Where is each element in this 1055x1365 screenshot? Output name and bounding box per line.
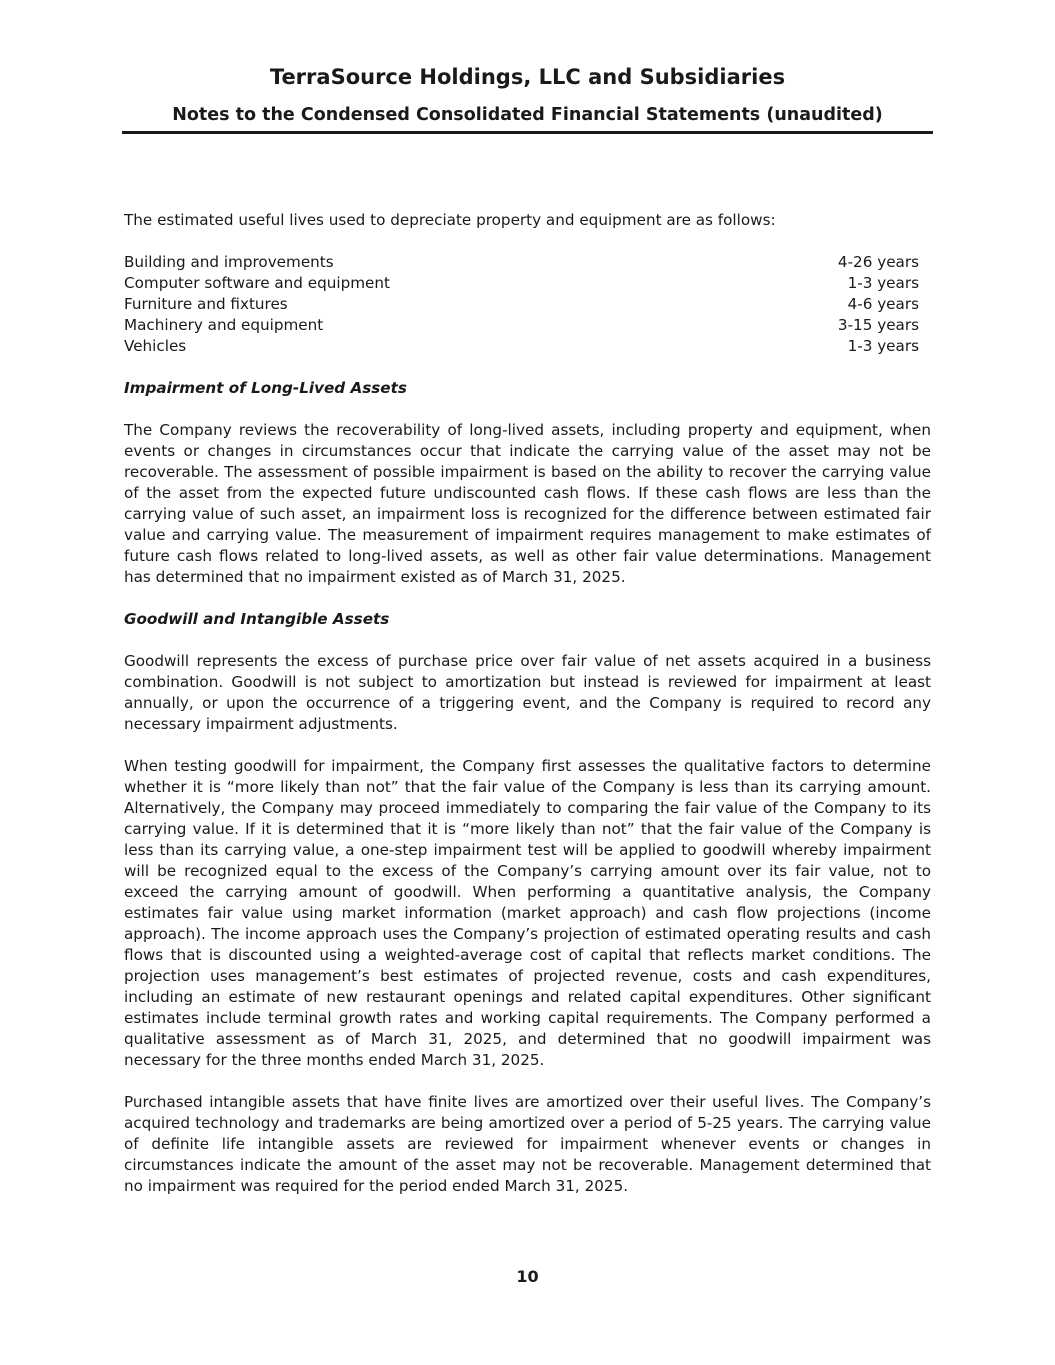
useful-life-value: 1-3 years [847,274,919,292]
header-divider [122,131,933,134]
impairment-paragraph: The Company reviews the recoverability of long-lived assets, including property and equipment, when events or changes in circumstances occur that indicate the carrying value of the asset may not be recoverable. The assessment of possible impairment is based on the ability to recover the carrying value of the asset from the expected future undiscounted cash flows. If these cash flows are less than the carrying value of such asset, an impairment loss is recognized for the difference between estimated fair value and carrying value. The measurement of impairment requires management to make estimates of future cash flows related to long-lived assets, as well as other fair value determinations. Management has determined that no impairment existed as of March 31, 2025. [124,421,931,586]
asset-class-label: Computer software and equipment [124,274,390,292]
useful-lives-row [124,273,919,294]
notes-title: Notes to the Condensed Consolidated Financial Statements (unaudited) [172,105,883,125]
page-header [122,60,933,128]
useful-life-value: 3-15 years [837,316,919,334]
useful-lives-row [124,252,919,273]
useful-lives-table [124,252,919,357]
useful-life-value: 1-3 years [847,337,919,355]
impairment-heading: Impairment of Long-Lived Assets [124,379,407,397]
goodwill-paragraph-2: When testing goodwill for impairment, the Company first assesses the qualitative factors to determine whether it is “more likely than not” that the fair value of the Company is less than its carrying amount. Alternatively, the Company may proceed immediately to comparing the fair value of the Company to its carrying value. If it is determined that it is “more likely than not” that the fair value of the Company is less than its carrying value, a one-step impairment test will be applied to goodwill whereby impairment will be recognized equal to the excess of the Company’s carrying amount over its fair value, not to exceed the carrying amount of goodwill. When performing a quantitative analysis, the Company estimates fair value using market information (market approach) and cash flow projections (income approach). The income approach uses the Company’s projection of estimated operating results and cash flows that is discounted using a weighted-average cost of capital that reflects market conditions. The projection uses management’s best estimates of projected revenue, costs and cash expenditures, including an estimate of new restaurant openings and related capital expenditures. Other significant estimates include terminal growth rates and working capital requirements. The Company performed a qualitative assessment as of March 31, 2025, and determined that no goodwill impairment was necessary for the three months ended March 31, 2025. [124,757,931,1069]
intangibles-paragraph: Purchased intangible assets that have finite lives are amortized over their useful lives. The Company’s acquired technology and trademarks are being amortized over a period of 5-25 years. The carrying value of definite life intangible assets are reviewed for impairment whenever events or changes in circumstances indicate the amount of the asset may not be recoverable. Management determined that no impairment was required for the period ended March 31, 2025. [124,1093,931,1195]
useful-lives-row [124,294,919,315]
useful-lives-row [124,336,919,357]
goodwill-paragraph-1: Goodwill represents the excess of purchase price over fair value of net assets acquired in a business combination. Goodwill is not subject to amortization but instead is reviewed for impairment at least annually, or upon the occurrence of a triggering event, and the Company is required to record any necessary impairment adjustments. [124,652,931,733]
goodwill-heading: Goodwill and Intangible Assets [124,610,390,628]
useful-lives-intro: The estimated useful lives used to depreciate property and equipment are as follows: [124,211,776,229]
useful-life-value: 4-26 years [837,253,919,271]
asset-class-label: Machinery and equipment [124,316,324,334]
asset-class-label: Furniture and fixtures [124,295,288,313]
company-title: TerraSource Holdings, LLC and Subsidiaries [269,65,786,89]
useful-life-value: 4-6 years [847,295,919,313]
useful-lives-row [124,315,919,336]
asset-class-label: Vehicles [124,337,187,355]
page-number: 10 [516,1267,539,1286]
asset-class-label: Building and improvements [124,253,334,271]
document-body [124,210,931,1218]
